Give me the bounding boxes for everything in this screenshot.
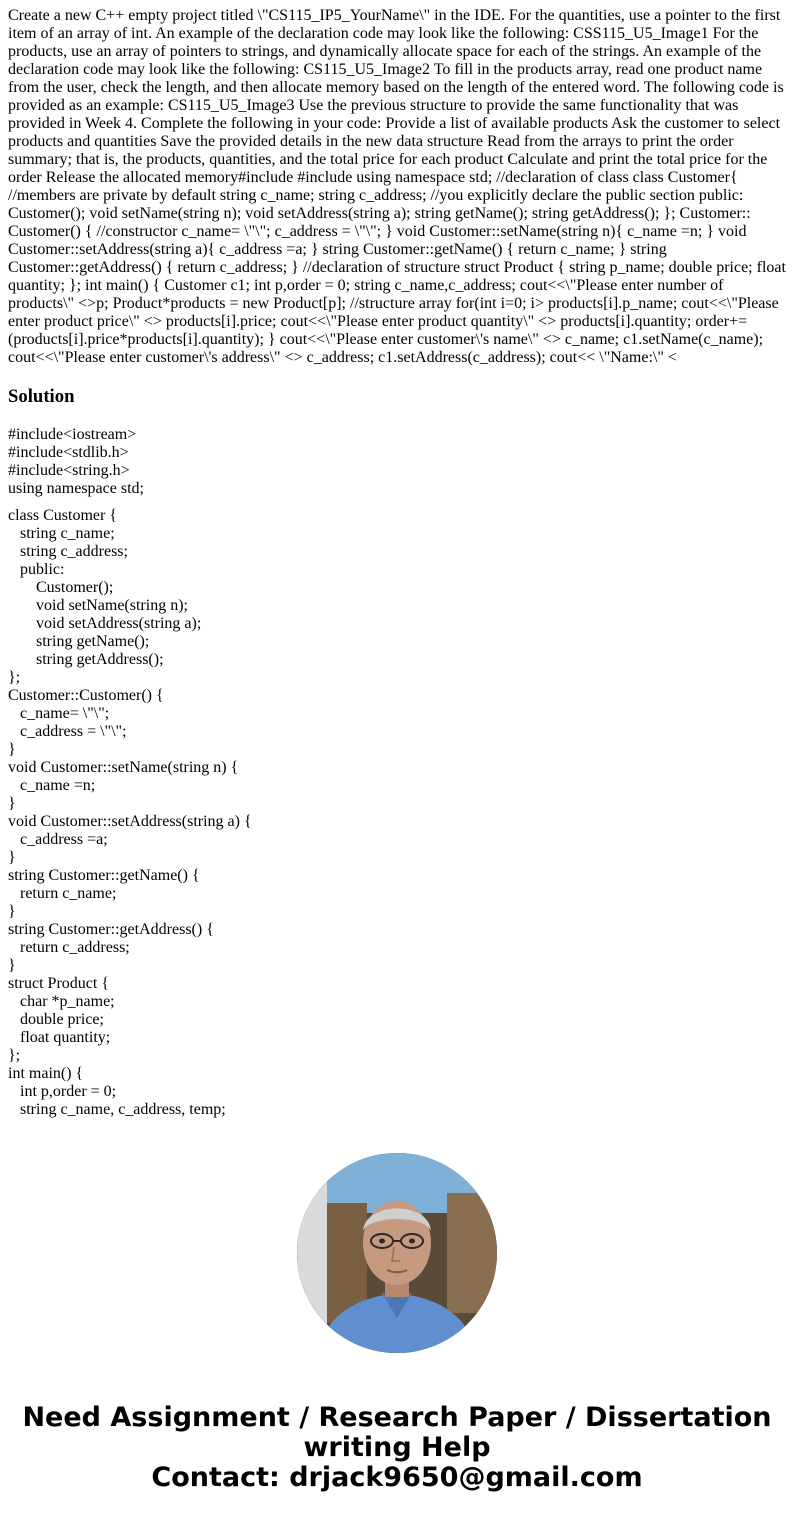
code-line: Customer(); <box>8 579 114 596</box>
code-line: string Customer::getName() { <box>8 867 200 884</box>
cta-contact-line: Contact: drjack9650@gmail.com <box>151 1462 643 1493</box>
code-line: } <box>8 957 16 974</box>
code-line: Customer::Customer() { <box>8 687 164 704</box>
code-line: #include<string.h> <box>8 462 130 479</box>
code-line: c_name =n; <box>8 777 96 794</box>
code-line: string Customer::getAddress() { <box>8 921 214 938</box>
code-line: float quantity; <box>8 1029 111 1046</box>
code-line: c_address = \"\"; <box>8 723 127 740</box>
code-line: class Customer { <box>8 507 117 524</box>
code-line: void setName(string n); <box>8 597 188 614</box>
code-line: } <box>8 903 16 920</box>
question-text: Create a new C++ empty project titled \"CS115_IP5_YourName\" in the IDE. For the quantities, use a pointer to the first item of an array of int. An example of the declaration code may look like the following: CSS115_U5_Image1 For the products, use an array of pointers to strings, and dynamically allocate space for each of the strings. An example of the declaration code may look like the following: CS115_U5_Image2 To fill in the products array, read one product name from the user, check the length, and then allocate memory based on the length of the entered word. The following code is provided as an example: CS115_U5_Image3 Use the previous structure to provide the same functionality that was provided in Week 4. Complete the following in your code: Provide a list of available products Ask the customer to select products and quantities Save the provided details in the new data structure Read from the arrays to print the order summary; that is, the products, quantities, and the total price for each product Calculate and print the total price for the order Release the allocated memory#include #include using namespace std; //declaration of class class Customer{ //members are private by default string c_name; string c_address; //you explicitly declare the public section public: Customer(); void setName(string n); void setAddress(string a); string getName(); string getAddress(); }; Customer:: Customer() { //constructor c_name= \"\"; c_address = \"\"; } void Customer::setName(string n){ c_name =n; } void Customer::setAddress(string a){ c_address =a; } string Customer::getName() { return c_name; } string Customer::getAddress() { return c_address; } //declaration of structure struct Product { string p_name; double price; float quantity; }; int main() { Customer c1; int p,order = 0; string c_name,c_address; cout<<\"Please enter number of products\" <>p; Product*products = new Product[p]; //structure array for(int i=0; i> products[i].p_name; cout<<\"Please enter product price\" <> products[i].price; cout<<\"Please enter product quantity\" <> products[i].quantity; order+=(products[i].price*products[i].quantity); } cout<<\"Please enter customer\'s name\" <> c_name; c1.setName(c_name); cout<<\"Please enter customer\'s address\" <> c_address; c1.setAddress(c_address); cout<< \"Name:\" < <box>8 7 786 366</box>
code-line: string getName(); <box>8 633 150 650</box>
code-line: string getAddress(); <box>8 651 164 668</box>
code-line: int main() { <box>8 1065 84 1082</box>
code-line: #include<stdlib.h> <box>8 444 129 461</box>
code-line: c_name= \"\"; <box>8 705 110 722</box>
author-avatar <box>297 1153 497 1353</box>
author-portrait-icon <box>297 1153 497 1353</box>
code-line: } <box>8 741 16 758</box>
code-line: c_address =a; <box>8 831 108 848</box>
cta-line-2: writing Help <box>303 1432 491 1463</box>
code-line: double price; <box>8 1011 104 1028</box>
code-line: void Customer::setAddress(string a) { <box>8 813 252 830</box>
code-line: public: <box>8 561 65 578</box>
code-line: string c_address; <box>8 543 128 560</box>
code-line: }; <box>8 1047 21 1064</box>
solution-heading: Solution <box>8 386 75 407</box>
code-line: return c_name; <box>8 885 117 902</box>
code-line: struct Product { <box>8 975 109 992</box>
code-line: int p,order = 0; <box>8 1083 117 1100</box>
code-line: string c_name, c_address, temp; <box>8 1101 226 1118</box>
code-line: } <box>8 795 16 812</box>
code-line: void setAddress(string a); <box>8 615 202 632</box>
solution-code-block <box>8 426 788 1123</box>
cta-line-1: Need Assignment / Research Paper / Dissertation <box>22 1402 772 1433</box>
code-line: return c_address; <box>8 939 130 956</box>
code-line: }; <box>8 669 21 686</box>
code-line: using namespace std; <box>8 480 144 497</box>
code-line: void Customer::setName(string n) { <box>8 759 239 776</box>
code-line: #include<iostream> <box>8 426 137 443</box>
code-line: char *p_name; <box>8 993 115 1010</box>
code-line <box>8 498 788 507</box>
code-line: string c_name; <box>8 525 115 542</box>
contact-banner <box>0 1403 794 1493</box>
code-line: } <box>8 849 16 866</box>
